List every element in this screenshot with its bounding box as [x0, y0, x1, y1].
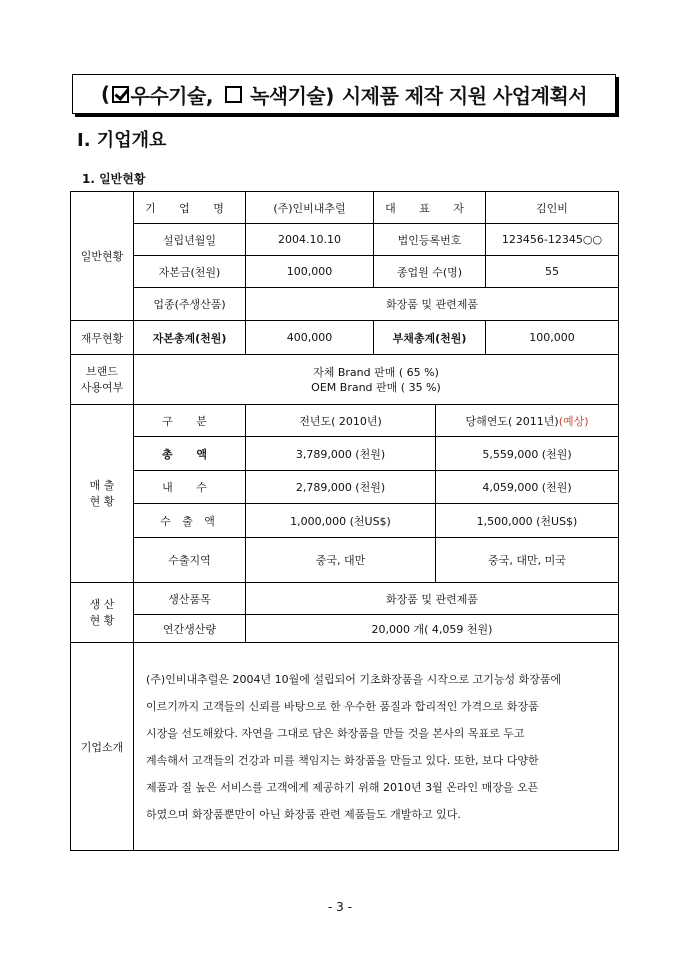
section-heading: Ⅰ. 기업개요: [77, 130, 167, 151]
region-prev: 중국, 대만: [246, 538, 436, 583]
debt-total-label: 부채총계(천원): [374, 321, 486, 355]
sales-header-label: 구 분: [134, 405, 246, 437]
capital-label: 자본금(천원): [134, 256, 246, 288]
subsection-heading: 1. 일반현황: [82, 172, 146, 186]
capital-total-value: 400,000: [246, 321, 374, 355]
row-sales-header: [71, 405, 619, 437]
intro-line: 제품과 질 높은 서비스를 고객에게 제공하기 위해 2010년 3월 온라인 매장을 오픈: [146, 780, 539, 794]
founded-value: 2004.10.10: [246, 224, 374, 256]
industry-label: 업종(주생산품): [134, 288, 246, 321]
employees-value: 55: [486, 256, 619, 288]
company-value: (주)인비내추럴: [246, 192, 374, 224]
row-sales-domestic: [71, 471, 619, 504]
annual-output-label: 연간생산량: [134, 615, 246, 643]
intro-line: (주)인비내추럴은 2004년 10월에 설립되어 기초화장품을 시작으로 고기능성 화장품에: [146, 672, 562, 686]
domestic-label: 내 수: [134, 471, 246, 504]
empty-checkbox-icon: [225, 86, 242, 103]
capital-value: 100,000: [246, 256, 374, 288]
annual-output-value: 20,000 개( 4,059 천원): [246, 615, 619, 643]
total-curr: 5,559,000 (천원): [436, 437, 619, 471]
title-open-paren: (: [100, 82, 110, 106]
ceo-value: 김인비: [486, 192, 619, 224]
company-overview-table: [70, 191, 619, 851]
region-label: 수출지역: [134, 538, 246, 583]
export-prev: 1,000,000 (천US$): [246, 504, 436, 538]
production-items-value: 화장품 및 관련제품: [246, 583, 619, 615]
industry-value: 화장품 및 관련제품: [246, 288, 619, 321]
brand-value: [134, 355, 619, 405]
checked-checkbox-icon: [112, 86, 129, 103]
row-sales-region: [71, 538, 619, 583]
company-label: 기 업 명: [134, 192, 246, 224]
regno-label: 법인등록번호: [374, 224, 486, 256]
capital-total-label: 자본총계(천원): [134, 321, 246, 355]
row-capital: [71, 256, 619, 288]
row-intro: [71, 643, 619, 851]
row-production-items: [71, 583, 619, 615]
sales-group-label: 매 출 현 황: [71, 405, 134, 583]
total-prev: 3,789,000 (천원): [246, 437, 436, 471]
intro-label: 기업소개: [71, 643, 134, 851]
title-part-1: 우수기술,: [130, 83, 213, 108]
export-curr: 1,500,000 (천US$): [436, 504, 619, 538]
employees-label: 종업원 수(명): [374, 256, 486, 288]
intro-line: 시장을 선도해왔다. 자연을 그대로 담은 화장품을 만들 것을 본사의 목표로 두고: [146, 726, 525, 740]
row-sales-total: [71, 437, 619, 471]
regno-value: 123456-12345○○: [486, 224, 619, 256]
row-sales-export: [71, 504, 619, 538]
document-title: [72, 74, 616, 114]
intro-text: [134, 643, 619, 851]
forecast-note: (예상): [558, 414, 589, 428]
production-items-label: 생산품목: [134, 583, 246, 615]
brand-own-line: 자체 Brand 판매 ( 65 %): [313, 365, 439, 379]
finance-group-label: 재무현황: [71, 321, 134, 355]
row-brand: [71, 355, 619, 405]
row-production-annual: [71, 615, 619, 643]
total-label: 총 액: [134, 437, 246, 471]
domestic-prev: 2,789,000 (천원): [246, 471, 436, 504]
curr-year-label: 당해연도( 2011년)(예상): [436, 405, 619, 437]
region-curr: 중국, 대만, 미국: [436, 538, 619, 583]
export-label: 수 출 액: [134, 504, 246, 538]
founded-label: 설립년월일: [134, 224, 246, 256]
title-part-2: 녹색기술): [249, 83, 334, 108]
domestic-curr: 4,059,000 (천원): [436, 471, 619, 504]
production-group-label: 생 산 현 황: [71, 583, 134, 643]
intro-line: 하였으며 화장품뿐만이 아닌 화장품 관련 제품들도 개발하고 있다.: [146, 807, 461, 821]
intro-line: 이르기까지 고객들의 신뢰를 바탕으로 한 우수한 품질과 합리적인 가격으로 화장품: [146, 699, 539, 713]
general-group-label: 일반현황: [71, 192, 134, 321]
prev-year-label: 전년도( 2010년): [246, 405, 436, 437]
brand-oem-line: OEM Brand 판매 ( 35 %): [311, 380, 441, 394]
row-industry: [71, 288, 619, 321]
brand-label: 브랜드 사용여부: [71, 355, 134, 405]
debt-total-value: 100,000: [486, 321, 619, 355]
row-finance: [71, 321, 619, 355]
ceo-label: 대 표 자: [374, 192, 486, 224]
row-founded: [71, 224, 619, 256]
intro-line: 계속해서 고객들의 건강과 미를 책임지는 화장품을 만들고 있다. 또한, 보다 다양한: [146, 753, 539, 767]
page-number: - 3 -: [328, 900, 352, 914]
title-part-3: 시제품 제작 지원 사업계획서: [341, 83, 588, 108]
row-company: [71, 192, 619, 224]
